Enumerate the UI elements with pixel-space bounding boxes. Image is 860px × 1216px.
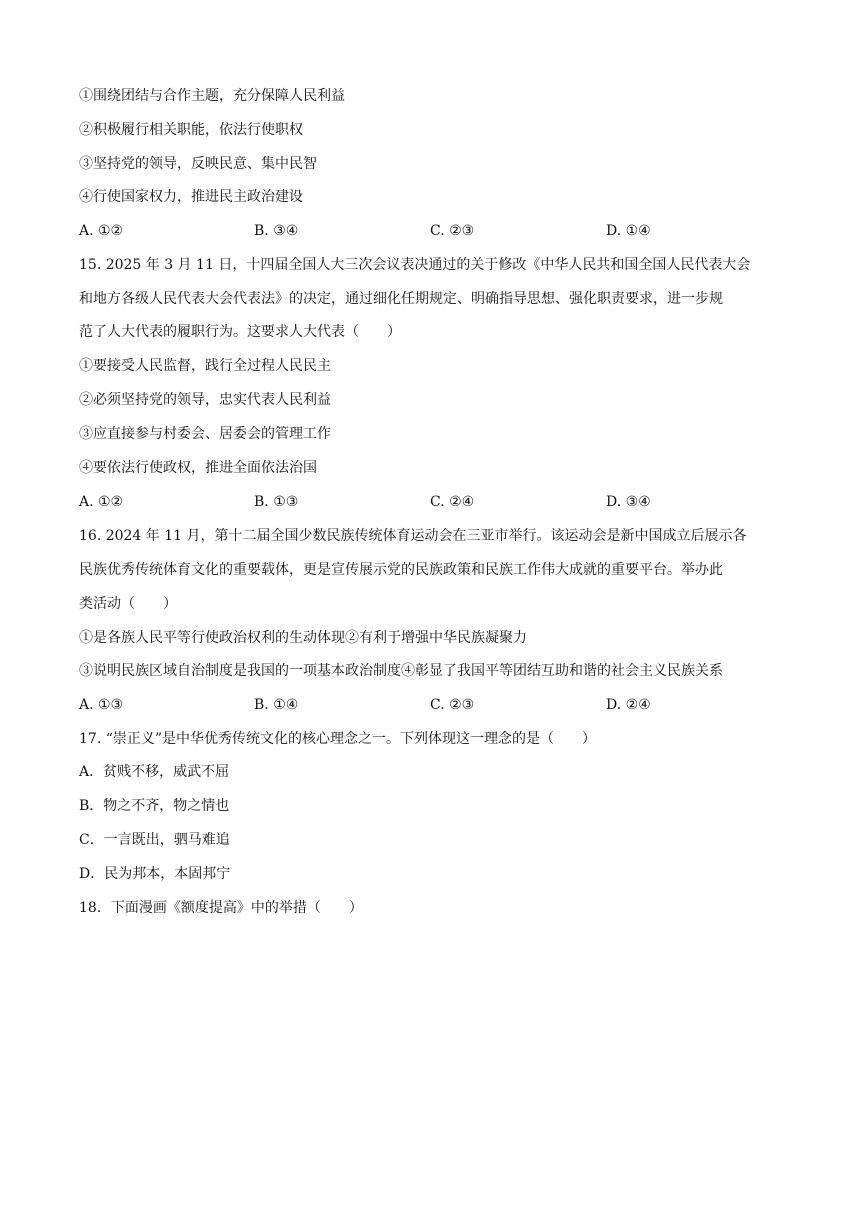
q15-item-3: ③应直接参与村委会、居委会的管理工作 (79, 426, 331, 442)
q14-item-1: ①围绕团结与合作主题，充分保障人民利益 (79, 88, 345, 104)
q15-item-2: ②必须坚持党的领导，忠实代表人民利益 (79, 392, 331, 408)
q14-option-a: A. ①② (79, 223, 124, 239)
q15-stem-line-2: 和地方各级人民代表大会代表法》的决定，通过细化任期规定、明确指导思想、强化职责要求，进一步规 (79, 291, 723, 307)
q14-item-2: ②积极履行相关职能，依法行使职权 (79, 122, 303, 138)
q15-item-4: ④要依法行使政权，推进全面依法治国 (79, 460, 317, 476)
q16-option-a: A. ①③ (79, 697, 124, 713)
q14-option-d: D. ①④ (606, 223, 651, 239)
q17-stem: 17. “崇正义”是中华优秀传统文化的核心理念之一。下列体现这一理念的是（ ） (79, 731, 597, 747)
q15-stem-line-1: 15. 2025 年 3 月 11 日，十四届全国人大三次会议表决通过的关于修改《中华人民共和国全国人民代表大会 (79, 257, 751, 273)
q16-option-d: D. ②④ (606, 697, 651, 713)
q17-option-a: A．贫贱不移，威武不屈 (79, 764, 230, 780)
q16-items-line-2: ③说明民族区域自治制度是我国的一项基本政治制度④彰显了我国平等团结互助和谐的社会主义民族关系 (79, 663, 723, 679)
q16-stem-line-2: 民族优秀传统体育文化的重要载体，更是宣传展示党的民族政策和民族工作伟大成就的重要平台。举办此 (79, 562, 723, 578)
q14-option-c: C. ②③ (430, 223, 475, 239)
q15-option-a: A. ①② (79, 494, 124, 510)
q16-stem-line-3: 类活动（ ） (79, 596, 177, 612)
q17-option-c: C．一言既出，驷马难追 (79, 832, 230, 848)
q15-option-d: D. ③④ (606, 494, 651, 510)
q16-option-c: C. ②③ (430, 697, 475, 713)
q16-stem-line-1: 16. 2024 年 11 月，第十二届全国少数民族传统体育运动会在三亚市举行。该运动会是新中国成立后展示各 (79, 528, 747, 544)
q15-option-b: B. ①③ (254, 494, 299, 510)
q14-item-3: ③坚持党的领导，反映民意、集中民智 (79, 156, 317, 172)
q15-stem-line-3: 范了人大代表的履职行为。这要求人大代表（ ） (79, 324, 401, 340)
q17-option-d: D．民为邦本，本固邦宁 (79, 866, 231, 882)
q17-option-b: B．物之不齐，物之情也 (79, 798, 230, 814)
q16-option-b: B. ①④ (254, 697, 299, 713)
q16-items-line-1: ①是各族人民平等行使政治权利的生动体现②有利于增强中华民族凝聚力 (79, 630, 527, 646)
q18-stem: 18．下面漫画《额度提高》中的举措（ ） (79, 900, 363, 916)
q14-item-4: ④行使国家权力，推进民主政治建设 (79, 189, 303, 205)
q15-item-1: ①要接受人民监督，践行全过程人民民主 (79, 358, 331, 374)
q15-option-c: C. ②④ (430, 494, 475, 510)
q14-option-b: B. ③④ (254, 223, 299, 239)
